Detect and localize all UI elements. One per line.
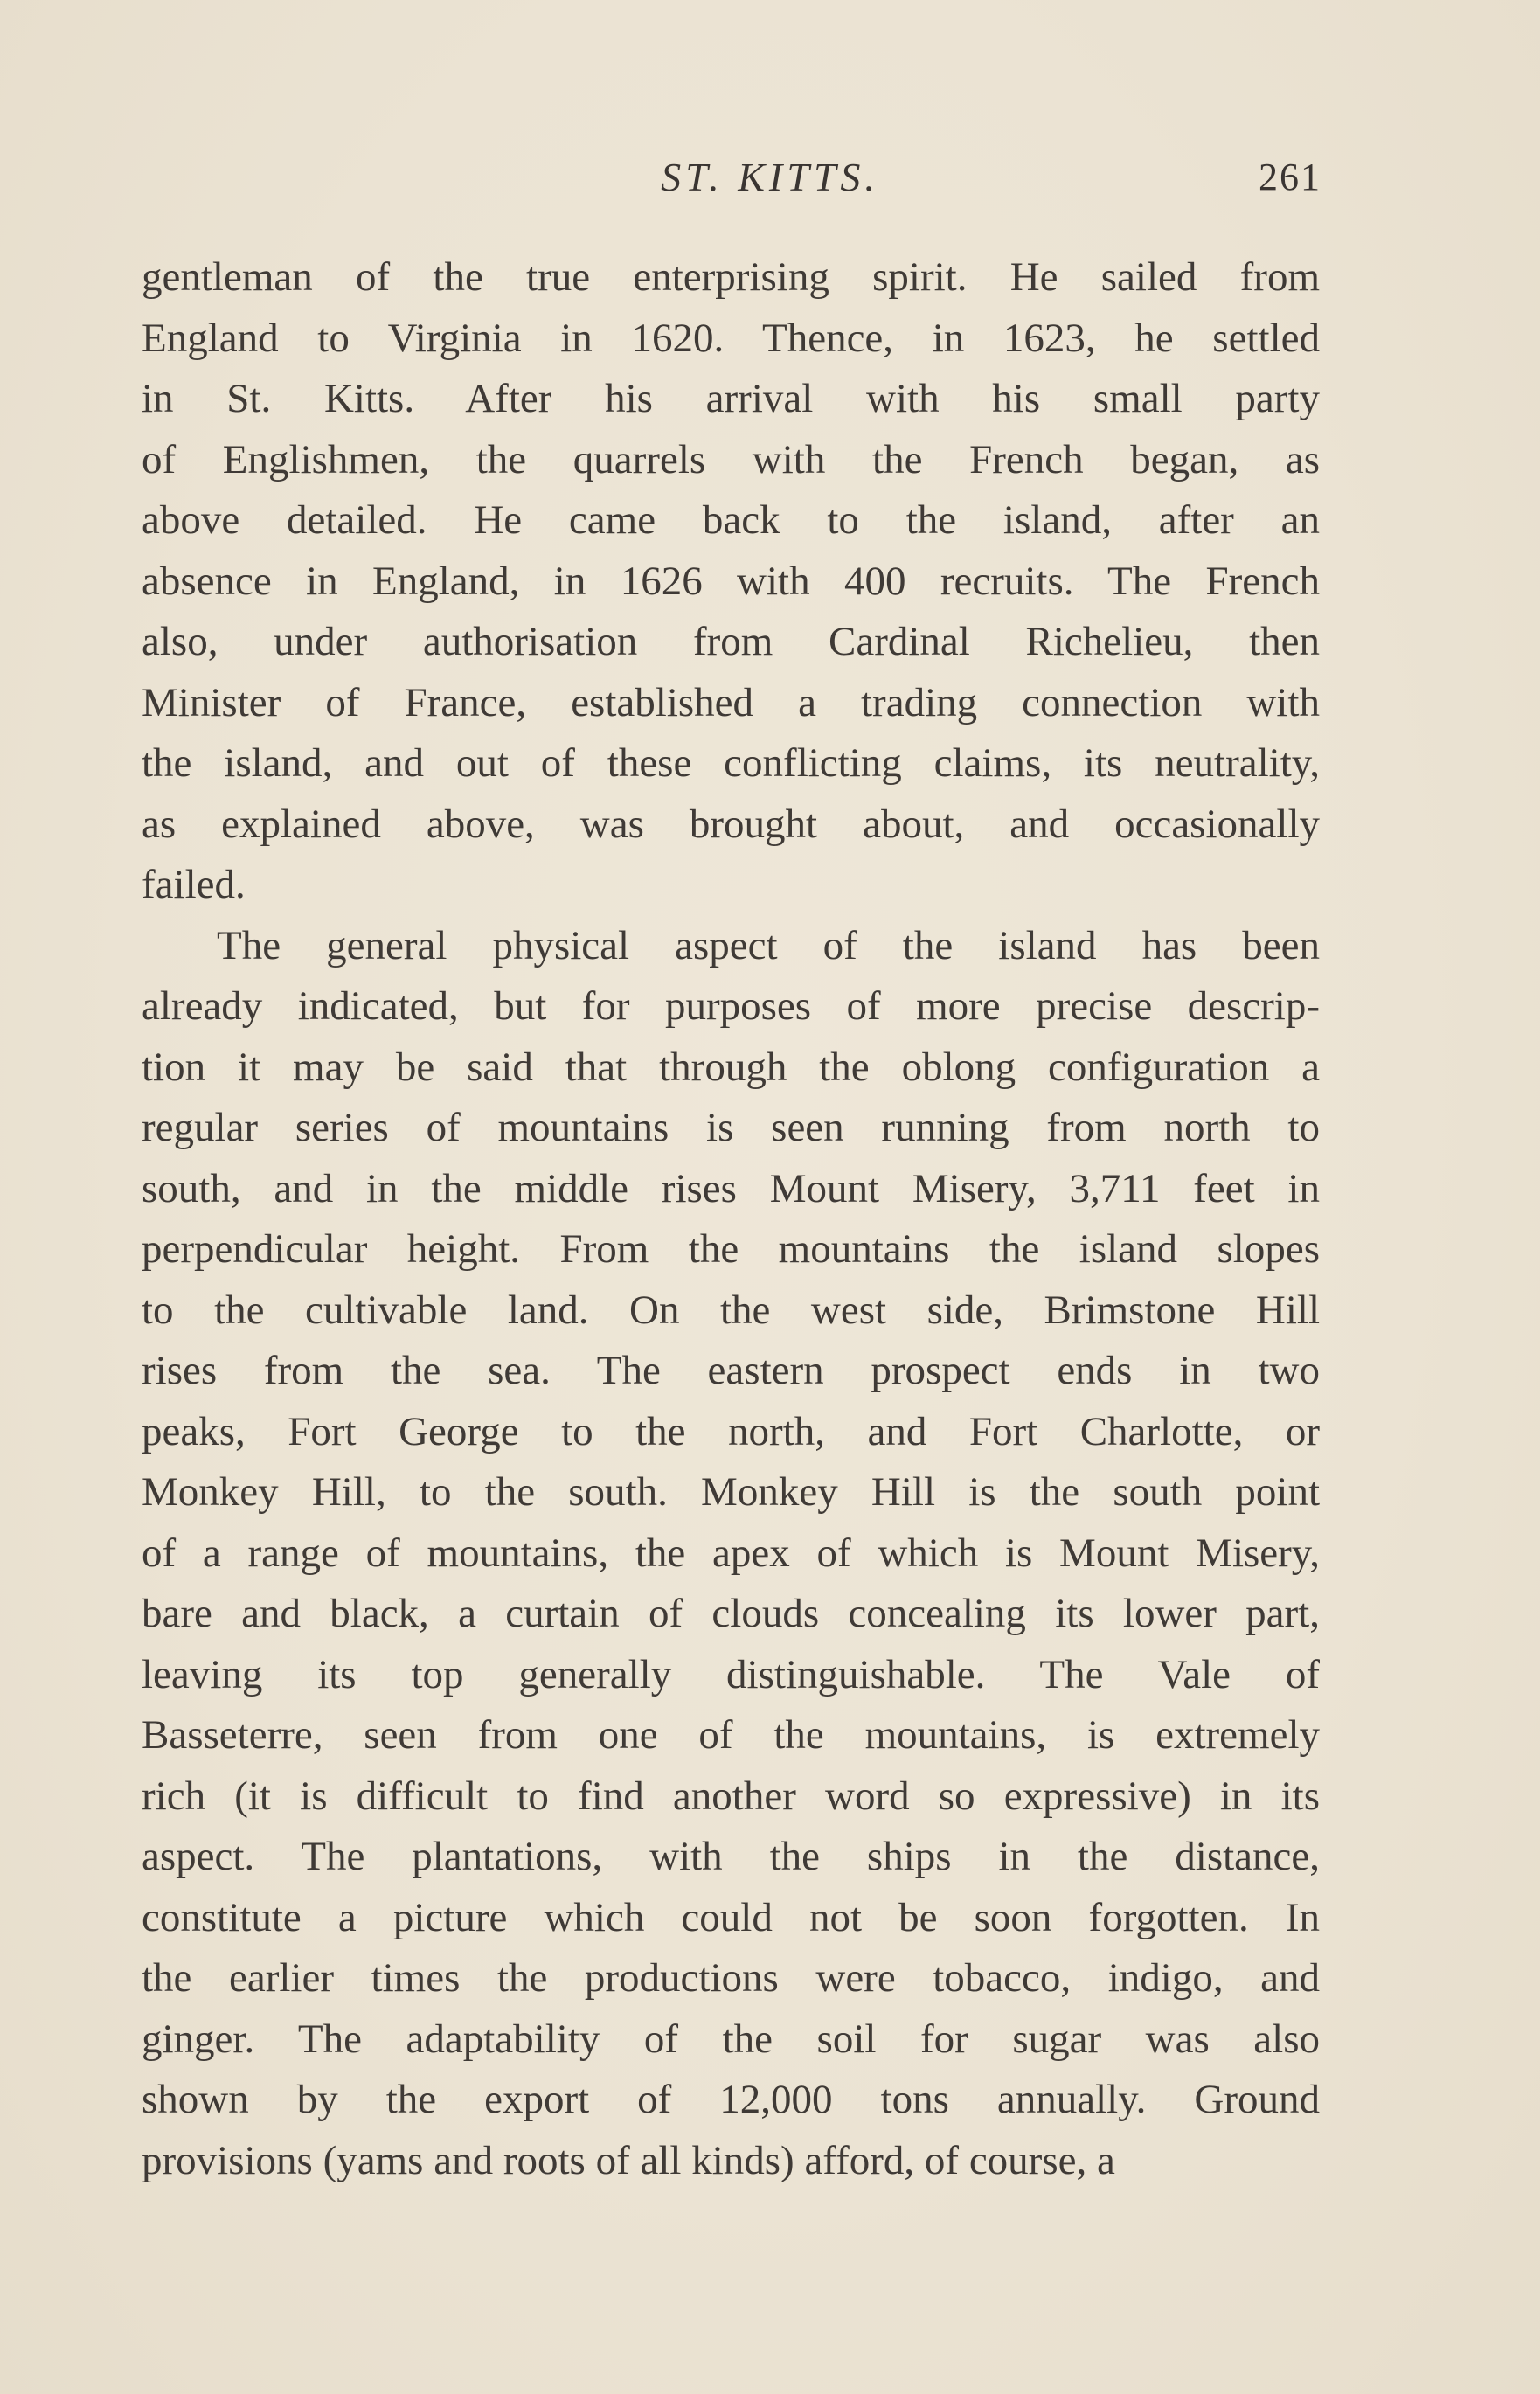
text-line: as explained above, was brought about, and occasionally (142, 801, 1320, 847)
text-line: The general physical aspect of the island has been (217, 922, 1320, 968)
text-line: above detailed. He came back to the island, after an (142, 497, 1320, 543)
running-head (0, 147, 1540, 208)
body-text (142, 247, 1320, 2191)
text-line: gentleman of the true enterprising spirit. He sailed from (142, 254, 1320, 300)
text-line: leaving its top generally distinguishable. The Vale of (142, 1651, 1320, 1697)
text-line: constitute a picture which could not be soon forgotten. In (142, 1894, 1320, 1940)
text-line: peaks, Fort George to the north, and Fort Charlotte, or (142, 1408, 1320, 1454)
text-line: the island, and out of these conflicting claims, its neutrality, (142, 740, 1320, 786)
text-line: shown by the export of 12,000 tons annually. Ground (142, 2077, 1320, 2122)
running-title: ST. KITTS. (661, 155, 879, 199)
text-line: in St. Kitts. After his arrival with his small party (142, 376, 1320, 421)
text-line: already indicated, but for purposes of more precise descrip- (142, 983, 1320, 1029)
text-line: failed. (142, 862, 246, 907)
page-number: 261 (1259, 156, 1321, 198)
text-line: Minister of France, established a trading connection with (142, 679, 1320, 725)
text-line: provisions (yams and roots of all kinds) afford, of course, a (142, 2137, 1115, 2183)
text-line: Basseterre, seen from one of the mountains, is extremely (142, 1712, 1320, 1758)
text-line: also, under authorisation from Cardinal Richelieu, then (142, 619, 1320, 664)
paragraph (142, 247, 1320, 916)
text-line: south, and in the middle rises Mount Misery, 3,711 feet in (142, 1165, 1320, 1211)
text-line: Monkey Hill, to the south. Monkey Hill is the south point (142, 1469, 1320, 1515)
text-line: the earlier times the productions were tobacco, indigo, and (142, 1955, 1320, 2001)
text-line: to the cultivable land. On the west side, Brimstone Hill (142, 1287, 1320, 1333)
text-line: tion it may be said that through the oblong configuration a (142, 1044, 1320, 1090)
paragraph (142, 916, 1320, 2192)
text-line: absence in England, in 1626 with 400 recruits. The French (142, 558, 1320, 604)
text-line: of Englishmen, the quarrels with the French began, as (142, 436, 1320, 482)
text-line: bare and black, a curtain of clouds concealing its lower part, (142, 1591, 1320, 1636)
text-line: regular series of mountains is seen running from north to (142, 1105, 1320, 1150)
text-line: of a range of mountains, the apex of which is Mount Misery, (142, 1530, 1320, 1576)
text-line: rich (it is difficult to find another word so expressive) in its (142, 1773, 1320, 1819)
text-line: rises from the sea. The eastern prospect ends in two (142, 1348, 1320, 1393)
text-line: perpendicular height. From the mountains the island slopes (142, 1226, 1320, 1272)
text-line: aspect. The plantations, with the ships in the distance, (142, 1834, 1320, 1879)
text-line: ginger. The adaptability of the soil for sugar was also (142, 2016, 1320, 2062)
text-line: England to Virginia in 1620. Thence, in 1623, he settled (142, 315, 1320, 361)
